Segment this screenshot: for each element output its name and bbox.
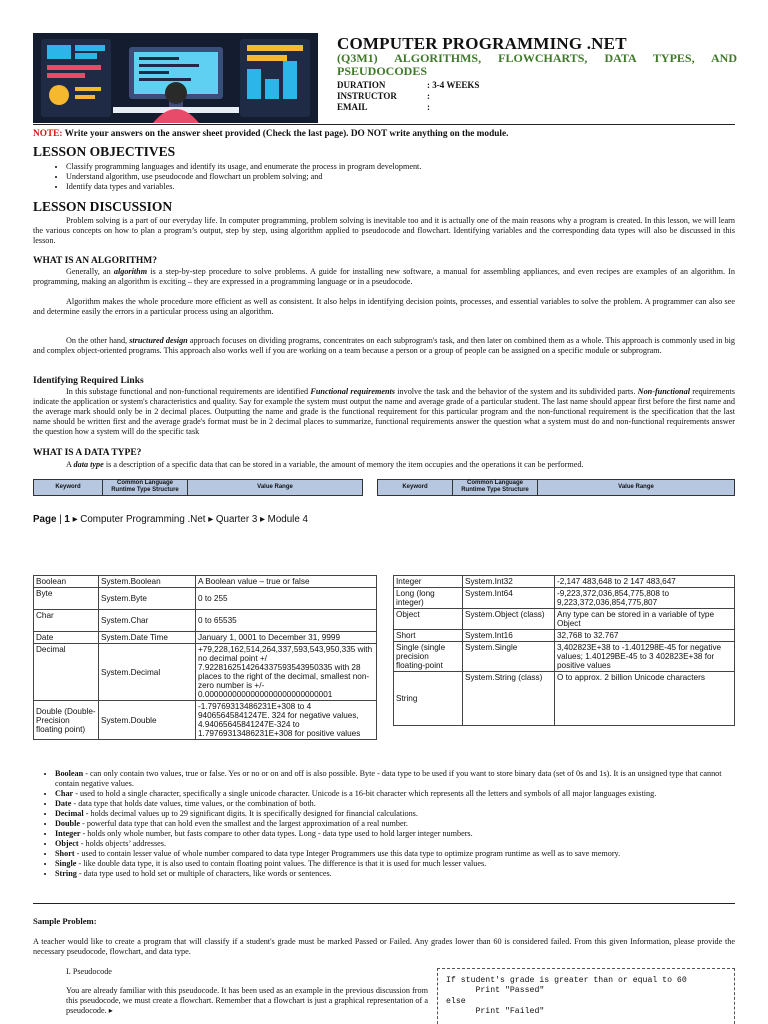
table-row: Byte System.Byte 0 to 255	[34, 588, 377, 610]
list-item: • Object - holds objects’ addresses.	[55, 839, 735, 849]
types-table-left	[33, 575, 377, 740]
list-item: • Short - used to contain lesser value of whole number compared to data type Integer Programmers use this data type to optimize program runtime as well as to save memory.	[55, 849, 735, 859]
code-line: Print "Passed"	[446, 986, 545, 996]
breadcrumb-module: Module 4	[267, 514, 308, 525]
programmer-illustration	[33, 33, 318, 123]
table-row: Short System.Int16 32,768 to 32.767	[394, 630, 735, 642]
note-label: NOTE:	[33, 129, 63, 139]
table-row: Date System.Date Time January 1, 0001 to December 31, 9999	[34, 632, 377, 644]
table-row: Boolean System.Boolean A Boolean value – true or false	[34, 576, 377, 588]
email-row	[337, 102, 430, 113]
breadcrumb-course: Computer Programming .Net	[80, 514, 206, 525]
algorithm-para-1: Generally, an algorithm is a step-by-step procedure to solve problems. A guide for installing new software, a manual for assembling appliances, and even recipes are examples of an algorithm. In programming, making an algorithm is exciting – they are expressed in a programming language or in a pseudocode.	[33, 267, 735, 286]
pseudocode-text: You are already familiar with this pseudocode. It has been used as an example in the previous discussion from this pseudocode, we must create a flowchart. Remember that a flowchart is just a graphical representation of a pseudocode. ▸	[66, 986, 428, 1015]
header-divider	[33, 124, 735, 125]
table-row: Decimal System.Decimal +79,228,162,514,264,337,593,543,950,335 with no decimal point +/ 7.9228162514264337593543950335 with 28 places to the right of the decimal, smallest non-zero number is +/- 0.0000000000000000000000000001	[34, 644, 377, 701]
instructor-row	[337, 91, 430, 102]
page-number: 1	[64, 514, 70, 525]
datatype-term: data type	[73, 460, 104, 469]
list-item: • Integer - holds only whole number, but fasts compare to other data types. Long - data type used to hold larger integer numbers.	[55, 829, 735, 839]
objective-item: • Classify programming languages and identify its usage, and enumerate the process in program development.	[66, 162, 735, 172]
page-label: Page	[33, 514, 57, 525]
course-title: COMPUTER PROGRAMMING .NET	[337, 34, 627, 53]
instructor-label: INSTRUCTOR	[337, 91, 397, 101]
objective-item: • Identify data types and variables.	[66, 182, 735, 192]
list-item: • Decimal - holds decimal values up to 29 significant digits. It is specifically designed for financial calculations.	[55, 809, 735, 819]
email-value: :	[427, 102, 430, 112]
breadcrumb-arrow-icon: ▸	[208, 514, 214, 525]
arrow-right-icon: ▸	[108, 1006, 113, 1015]
code-line: else	[446, 996, 466, 1006]
links-heading: Identifying Required Links	[33, 376, 144, 386]
col-clr-type: Common Language Runtime Type Structure	[103, 480, 188, 496]
table-row: Char System.Char 0 to 65535	[34, 610, 377, 632]
structured-design-term: structured design	[129, 336, 188, 345]
duration-label: DURATION	[337, 80, 386, 90]
datatype-para: A data type is a description of a specific data that can be stored in a variable, the amount of memory the item occupies and the operations it can be performed.	[66, 460, 584, 469]
duration-row	[337, 80, 480, 91]
list-item: • Boolean - can only contain two values, true or false. Yes or no or on and off is also possible. Byte - data type to be used if you want to store binary data (set of 0s and 1s). It is an unsigned type that cannot contain negative values.	[55, 769, 735, 789]
col-keyword: Keyword	[34, 480, 103, 496]
breadcrumb-arrow-icon: ▸	[260, 514, 265, 525]
note-text: Write your answers on the answer sheet provided (Check the last page). DO NOT write anything on the module.	[62, 129, 509, 139]
non-functional-term: Non-functional	[637, 387, 690, 396]
datatype-heading: WHAT IS A DATA TYPE?	[33, 448, 142, 458]
email-label: EMAIL	[337, 102, 368, 112]
structured-design-para: On the other hand, structured design approach focuses on dividing programs, concentrates on each subprogram's task, and then later on combined them as a whole. This approach is commonly used in big and complex object-oriented programs. This approach also works well if you are working on a team because a person or a group of people can be assigned on a specific module or subprogram.	[33, 336, 735, 355]
algorithm-heading: WHAT IS AN ALGORITHM?	[33, 256, 157, 266]
page-footer: Page | 1 ▸ Computer Programming .Net ▸ Quarter 3 ▸ Module 4	[33, 514, 308, 525]
code-line: Print "Failed"	[446, 1006, 545, 1016]
module-subtitle: (Q3M1) ALGORITHMS, FLOWCHARTS, DATA TYPES, AND PSEUDOCODES	[337, 51, 737, 78]
col-value-range: Value Range	[538, 480, 735, 496]
breadcrumb-arrow-icon: ▸	[72, 514, 78, 525]
note-line	[33, 129, 735, 140]
list-item: • Double - powerful data type that can hold even the smallest and the largest approximation of a real number.	[55, 819, 735, 829]
header-illustration	[33, 33, 318, 123]
col-gap	[363, 480, 378, 496]
list-item: • Char - used to hold a single character, specifically a single unicode character. Unicode is a 16-bit character which represents all the letters and symbols of all major languages existing.	[55, 789, 735, 799]
col-keyword: Keyword	[378, 480, 453, 496]
datatype-table-header	[33, 479, 735, 496]
types-table-right	[393, 575, 735, 726]
objectives-list	[33, 162, 735, 192]
table-row: Double (Double-Precision floating point) System.Double -1.79769313486231E+308 to 4 94065645841247E. 324 for negative values, 4.94065645841247E-324 to 1.79769313486231E+308 for positive values	[34, 701, 377, 740]
functional-term: Functional requirements	[310, 387, 395, 396]
pseudocode-box	[437, 968, 735, 1024]
sample-heading: Sample Problem:	[33, 916, 97, 926]
discussion-heading: LESSON DISCUSSION	[33, 199, 173, 214]
sample-text: A teacher would like to create a program that will classify if a student's grade must be marked Passed or Failed. Any grades lower than 60 is considered failed. From this given Information, please provide the necessary pseudocode, flowchart, and data type.	[33, 937, 735, 956]
breadcrumb-quarter: Quarter 3	[215, 514, 258, 525]
instructor-value: :	[427, 91, 430, 101]
algorithm-para-2: Algorithm makes the whole procedure more efficient as well as consistent. It also helps in identifying decision points, processes, and essential variables to solve the problem. A programmer can also see and determine easily the errors in a particular process using an algorithm.	[33, 297, 735, 316]
datatype-descriptions	[33, 769, 735, 879]
col-clr-type: Common Language Runtime Type Structure	[453, 480, 538, 496]
duration-value: : 3-4 WEEKS	[427, 80, 480, 90]
table-row: Integer System.Int32 -2,147 483,648 to 2 147 483,647	[394, 576, 735, 588]
objective-item: • Understand algorithm, use pseudocode and flowchart un problem solving; and	[66, 172, 735, 182]
table-row: Long (long integer) System.Int64 -9,223,372,036,854,775,808 to 9,223,372,036,854,775,807	[394, 588, 735, 609]
table-row: String System.String (class) O to approx. 2 billion Unicode characters	[394, 672, 735, 726]
section-divider	[33, 903, 735, 904]
list-item: • Single - like double data type, it is also used to contain floating point values. The difference is that it is used for much lesser values.	[55, 859, 735, 869]
algorithm-term: algorithm	[113, 267, 148, 276]
discussion-intro: Problem solving is a part of our everyday life. In computer programming, problem solving is inevitable too and it is actually one of the main reasons why a program is created. In this lesson, we will learn the various concepts on how to plan a program’s output, step by step, using algorithm applied to pseudocode and flowchart. Identifying variables and the corresponding data types will also be discussed in this lesson.	[33, 216, 735, 245]
table-row: Object System.Object (class) Any type can be stored in a variable of type Object	[394, 609, 735, 630]
pseudocode-heading: I. Pseudocode	[66, 967, 112, 976]
col-value-range: Value Range	[188, 480, 363, 496]
table-row: Single (single precision floating-point System.Single 3,402823E+38 to -1.401298E-45 for negative values; 1.40129BE-45 to 3 402823E+38 for positive values	[394, 642, 735, 672]
list-item: • Date - data type that holds date values, time values, or the combination of both.	[55, 799, 735, 809]
links-para: In this substage functional and non-functional requirements are identified Functional requirements involve the task and the behavior of the system and its subdivided parts. Non-functional requirements indicate the application or system's characteristics and quality. Say for example the system must output the name and average grade of a particular student. The last name should appear first before the first name and the average mark should only be in 2 decimal places. Outputting the name and grade is the functional requirement for this particular program and the non-functional requirement is the specification that the last name should be written first and the average grade's format must be in 2 decimal places to summarize, functional requirements answer the question what a system must do and non-functional requirements answer the question how a system will do the specific task	[33, 387, 735, 436]
code-line: If student's grade is greater than or equal to 60	[446, 976, 687, 985]
objectives-heading: LESSON OBJECTIVES	[33, 144, 176, 159]
list-item: • String - data type used to hold set or multiple of characters, like words or sentences.	[55, 869, 735, 879]
